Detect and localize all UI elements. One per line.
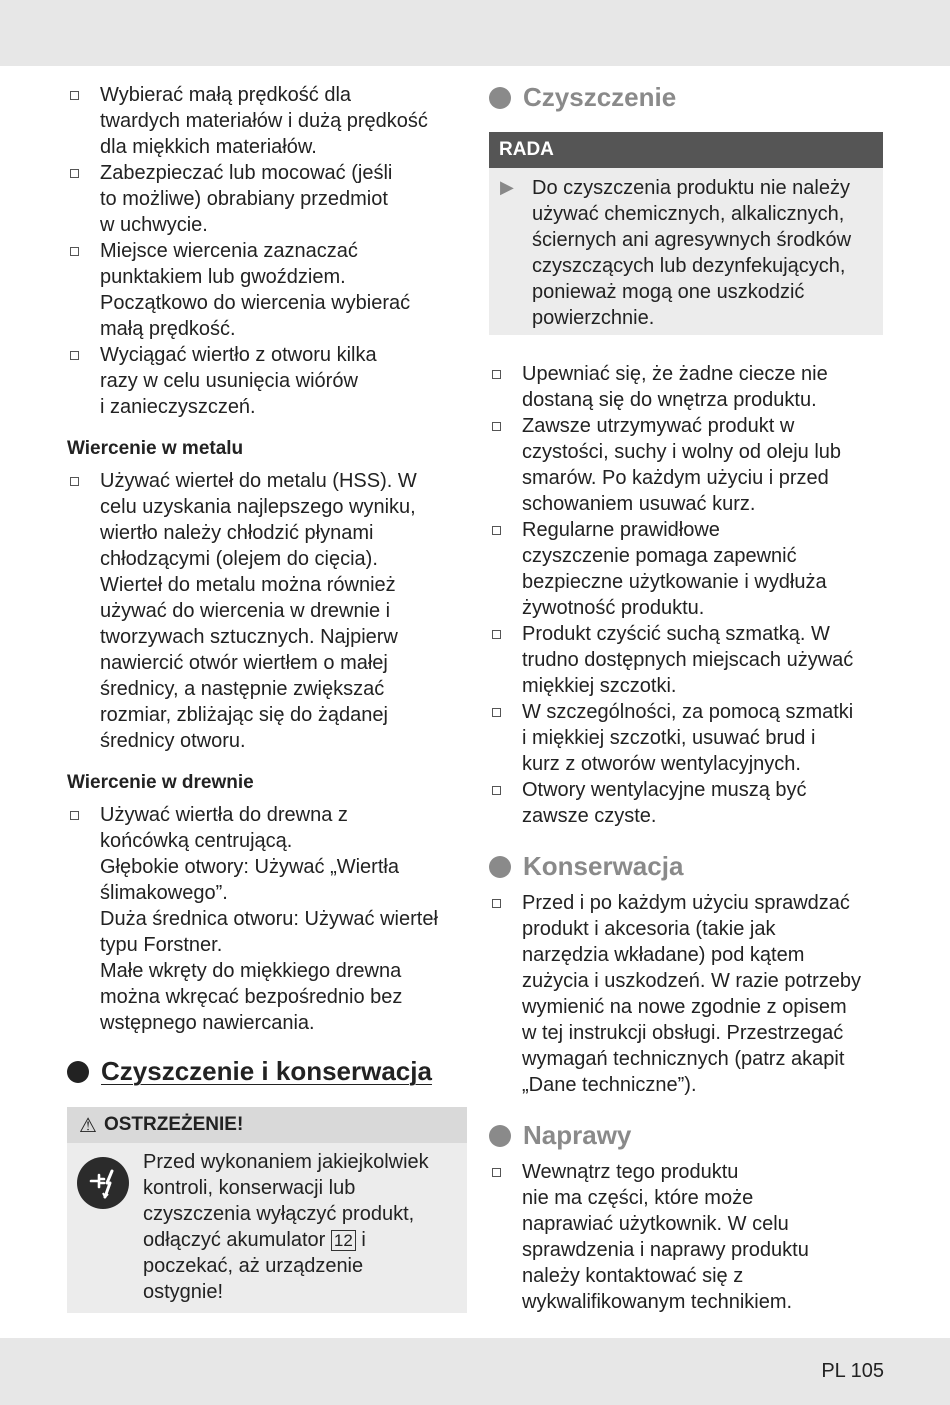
cleaning-title: Czyszczenie	[523, 82, 677, 112]
maintenance-title: Konserwacja	[523, 851, 684, 881]
list-item-line: małą prędkość.	[100, 318, 236, 340]
list-item-line: Przed i po każdym użyciu sprawdzać	[522, 892, 850, 914]
list-item	[489, 1159, 883, 1315]
section-title: Czyszczenie i konserwacja	[101, 1056, 432, 1086]
text-line: ponieważ mogą one uszkodzić	[532, 281, 805, 303]
list-item-line: Wierteł do metalu można również	[100, 574, 396, 596]
list-item-line: dostaną się do wnętrza produktu.	[522, 389, 817, 411]
list-item-line: Początkowo do wiercenia wybierać	[100, 292, 411, 314]
list-item-line: Małe wkręty do miękkiego drewna	[100, 960, 402, 982]
list-item-line: zużycia i uszkodzeń. W razie potrzeby	[522, 970, 862, 992]
list-item-line: Produkt czyścić suchą szmatką. W	[522, 623, 830, 645]
list-item	[67, 160, 467, 238]
checkbox-bullet-icon	[70, 351, 79, 360]
warning-header	[67, 1107, 467, 1143]
list-item-line: wykwalifikowanym technikiem.	[522, 1291, 793, 1313]
cleaning-heading	[489, 82, 883, 113]
repairs-heading	[489, 1120, 883, 1151]
list-item-line: czyszczenie pomaga zapewnić	[522, 545, 797, 567]
text-line: ściernych ani agresywnych środków	[532, 229, 852, 251]
text-line: używać chemicznych, alkalicznych,	[532, 203, 845, 225]
list-item-line: Głębokie otwory: Używać „Wiertła	[100, 856, 399, 878]
section-bullet-icon	[489, 87, 511, 109]
wood-drilling-heading: Wiercenie w drewnie	[67, 772, 254, 793]
list-item-line: wiertło należy chłodzić płynami	[100, 522, 374, 544]
list-item-line: chłodzącymi (olejem do cięcia).	[100, 548, 378, 570]
list-item-line: Wybierać małą prędkość dla	[100, 84, 352, 106]
text-line: czyszczących lub dezynfekujących,	[532, 255, 846, 277]
list-item-line: w tej instrukcji obsługi. Przestrzegać	[522, 1022, 844, 1044]
list-item-line: końcówką centrującą.	[100, 830, 293, 852]
list-item-line: średnicy otworu.	[100, 730, 246, 752]
list-item-line: smarów. Po każdym użyciu i przed	[522, 467, 829, 489]
list-item	[489, 699, 883, 777]
bottom-band	[0, 1338, 950, 1405]
list-item-line: to możliwe) obrabiany przedmiot	[100, 188, 388, 210]
checkbox-bullet-icon	[492, 526, 501, 535]
list-item-line: tworzywach sztucznych. Najpierw	[100, 626, 398, 648]
list-item-line: należy kontaktować się z	[522, 1265, 744, 1287]
checkbox-bullet-icon	[492, 630, 501, 639]
list-item-line: sprawdzenia i naprawy produktu	[522, 1239, 809, 1261]
list-item-line: Otwory wentylacyjne muszą być	[522, 779, 807, 801]
list-item-line: Zabezpieczać lub mocować (jeśli	[100, 162, 393, 184]
list-item-line: nie ma części, które może	[522, 1187, 754, 1209]
tip-text	[532, 175, 873, 331]
list-item-line: Duża średnica otworu: Używać wierteł	[100, 908, 438, 930]
list-item	[67, 802, 467, 1036]
repairs-list	[489, 1159, 883, 1315]
repairs-title: Naprawy	[523, 1120, 632, 1150]
list-item-line: i zanieczyszczeń.	[100, 396, 256, 418]
drilling-tips-list	[67, 82, 467, 420]
list-item	[67, 238, 467, 342]
play-arrow-icon: ▶	[500, 177, 514, 197]
warning-text: Przed wykonaniem jakiejkolwiek kontroli, konserwacji lub czyszczenia wyłączyć produkt, odłączyć akumulator 12 i poczekać, aż urządzenie ostygnie!	[143, 1151, 429, 1303]
list-item-line: średnicy, a następnie zwiększać	[100, 678, 385, 700]
list-item	[489, 517, 883, 621]
list-item	[67, 468, 467, 754]
list-item-line: Regularne prawidłowe	[522, 519, 720, 541]
list-item-line: razy w celu usunięcia wiórów	[100, 370, 358, 392]
list-item-line: „Dane techniczne”).	[522, 1074, 697, 1096]
list-item-line: naprawiać użytkownik. W celu	[522, 1213, 789, 1235]
list-item	[67, 82, 467, 160]
list-item-line: narzędzia wkładane) pod kątem	[522, 944, 805, 966]
list-item-line: punktakiem lub gwoździem.	[100, 266, 346, 288]
unplug-icon	[77, 1157, 129, 1209]
list-item	[489, 890, 883, 1098]
part-reference-12: 12	[331, 1230, 356, 1251]
list-item-line: Wyciągać wiertło z otworu kilka	[100, 344, 377, 366]
list-item-line: zawsze czyste.	[522, 805, 657, 827]
checkbox-bullet-icon	[70, 247, 79, 256]
list-item-line: w uchwycie.	[100, 214, 208, 236]
section-bullet-icon	[489, 1125, 511, 1147]
right-column	[489, 82, 883, 1315]
list-item-line: Miejsce wiercenia zaznaczać	[100, 240, 358, 262]
list-item	[489, 777, 883, 829]
checkbox-bullet-icon	[492, 786, 501, 795]
list-item-line: wstępnego nawiercania.	[100, 1012, 315, 1034]
list-item-line: trudno dostępnych miejscach używać	[522, 649, 854, 671]
tip-header	[489, 132, 883, 168]
list-item-line: twardych materiałów i dużą prędkość	[100, 110, 428, 132]
wood-drilling-list	[67, 802, 467, 1036]
list-item-line: wymagań technicznych (patrz akapit	[522, 1048, 845, 1070]
checkbox-bullet-icon	[492, 708, 501, 717]
list-item-line: używać do wiercenia w drewnie i	[100, 600, 391, 622]
top-band	[0, 0, 950, 66]
list-item-line: W szczególności, za pomocą szmatki	[522, 701, 854, 723]
list-item-line: schowaniem usuwać kurz.	[522, 493, 756, 515]
list-item-line: kurz z otworów wentylacyjnych.	[522, 753, 801, 775]
list-item-line: i miękkiej szczotki, usuwać brud i	[522, 727, 816, 749]
list-item-line: Używać wiertła do drewna z	[100, 804, 348, 826]
list-item-line: żywotność produktu.	[522, 597, 705, 619]
list-item-line: miękkiej szczotki.	[522, 675, 677, 697]
list-item-line: Wewnątrz tego produktu	[522, 1161, 739, 1183]
left-column	[67, 82, 467, 1313]
list-item-line: rozmiar, zbliżając się do żądanej	[100, 704, 388, 726]
text-line: Do czyszczenia produktu nie należy	[532, 177, 850, 199]
warning-title: OSTRZEŻENIE!	[103, 1114, 244, 1135]
maintenance-heading	[489, 851, 883, 882]
checkbox-bullet-icon	[492, 1168, 501, 1177]
list-item-line: można wkręcać bezpośrednio bez	[100, 986, 403, 1008]
warning-triangle-icon: ⚠	[79, 1114, 97, 1137]
section-heading	[67, 1056, 467, 1087]
list-item-line: bezpieczne użytkowanie i wydłuża	[522, 571, 827, 593]
checkbox-bullet-icon	[492, 422, 501, 431]
list-item-line: typu Forstner.	[100, 934, 223, 956]
checkbox-bullet-icon	[70, 477, 79, 486]
list-item-line: celu uzyskania najlepszego wyniku,	[100, 496, 416, 518]
checkbox-bullet-icon	[70, 169, 79, 178]
checkbox-bullet-icon	[70, 811, 79, 820]
list-item-line: wymienić na nowe zgodnie z opisem	[522, 996, 847, 1018]
checkbox-bullet-icon	[492, 899, 501, 908]
warning-box	[67, 1143, 467, 1313]
metal-drilling-list	[67, 468, 467, 754]
list-item-line: nawiercić otwór wiertłem o małej	[100, 652, 388, 674]
list-item-line: produkt i akcesoria (takie jak	[522, 918, 776, 940]
list-item-line: czystości, suchy i wolny od oleju lub	[522, 441, 842, 463]
list-item	[489, 621, 883, 699]
list-item-line: Używać wierteł do metalu (HSS). W	[100, 470, 417, 492]
metal-drilling-heading: Wiercenie w metalu	[67, 438, 244, 459]
list-item	[489, 413, 883, 517]
page-number: PL 105	[821, 1360, 884, 1382]
list-item-line: ślimakowego”.	[100, 882, 228, 904]
cleaning-list	[489, 361, 883, 829]
text-line: powierzchnie.	[532, 307, 655, 329]
checkbox-bullet-icon	[492, 370, 501, 379]
list-item-line: dla miękkich materiałów.	[100, 136, 317, 158]
tip-box	[489, 168, 883, 335]
section-bullet-icon	[489, 856, 511, 878]
list-item-line: Zawsze utrzymywać produkt w	[522, 415, 795, 437]
list-item-line: Upewniać się, że żadne ciecze nie	[522, 363, 828, 385]
tip-title: RADA	[499, 139, 554, 160]
checkbox-bullet-icon	[70, 91, 79, 100]
list-item	[67, 342, 467, 420]
list-item	[489, 361, 883, 413]
section-bullet-icon	[67, 1061, 89, 1083]
maintenance-list	[489, 890, 883, 1098]
